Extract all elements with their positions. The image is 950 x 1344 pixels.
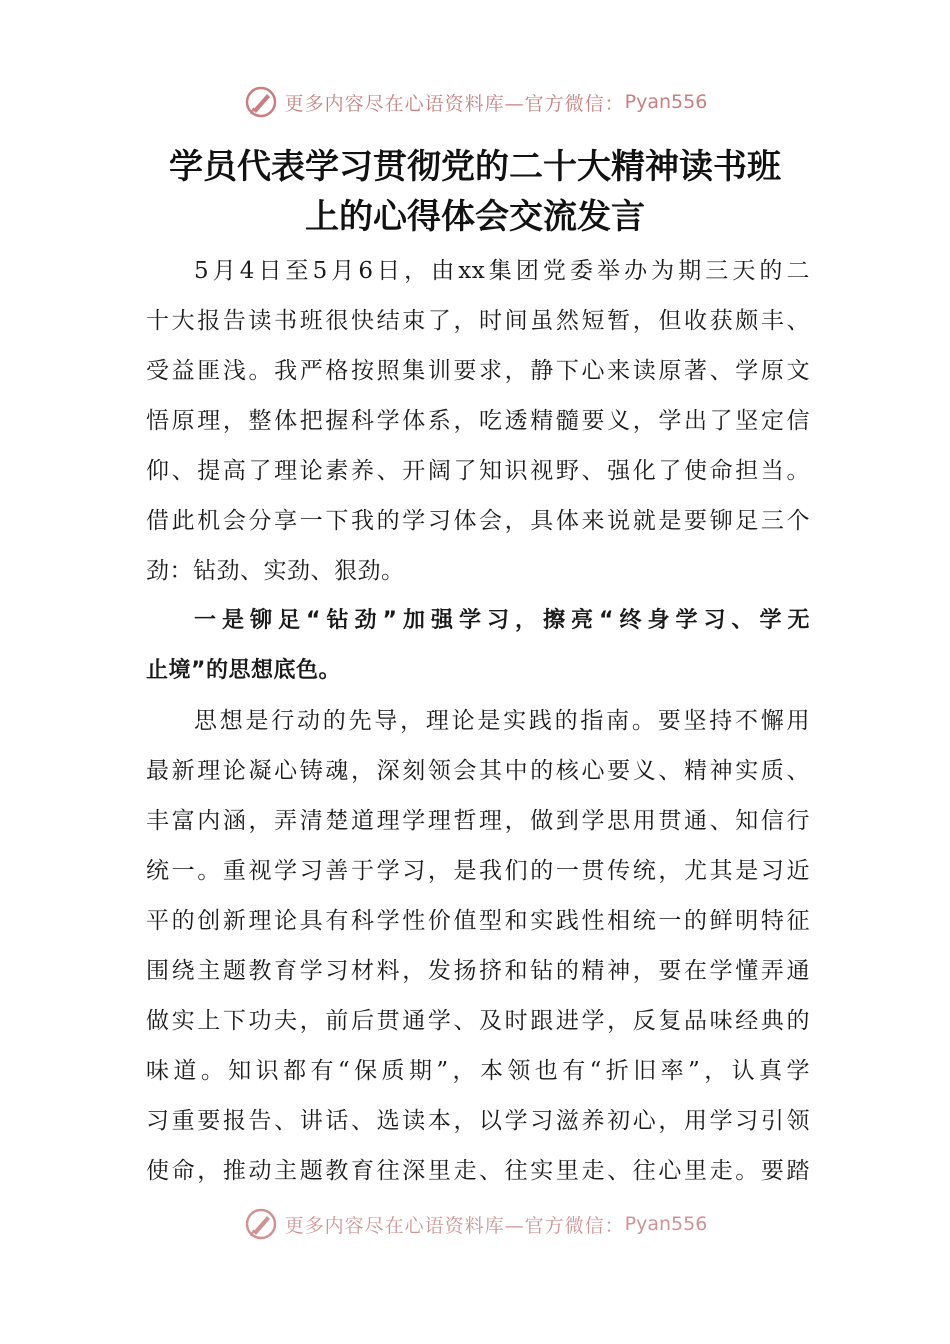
watermark-text: 更多内容尽在心语资料库—官方微信： — [284, 1214, 625, 1237]
body-line: 习重要报告、讲话、选读本，以学习滋养初心，用学习引领 — [146, 1108, 810, 1134]
body-line: 统一。重视学习善于学习，是我们的一贯传统，尤其是习近 — [146, 858, 810, 884]
body-line: 味道。知识都有“保质期”，本领也有“折旧率”，认真学 — [146, 1058, 810, 1084]
section-heading-line: 止境”的思想底色。 — [146, 658, 341, 683]
watermark-header — [0, 82, 950, 122]
watermark-wechat-id: Pyan556 — [624, 1213, 708, 1235]
body-line: 十大报告读书班很快结束了，时间虽然短暂，但收获颇丰、 — [146, 308, 810, 334]
document-title-line-2: 上的心得体会交流发言 — [305, 197, 645, 237]
document-body — [146, 246, 810, 1196]
body-line: 使命，推动主题教育往深里走、往实里走、往心里走。要踏 — [146, 1158, 810, 1184]
section-heading-line: 一是铆足“钻劲”加强学习，擦亮“终身学习、学无 — [194, 608, 810, 633]
pen-logo-icon — [243, 1206, 279, 1242]
body-line: 做实上下功夫，前后贯通学、及时跟进学，反复品味经典的 — [146, 1008, 810, 1034]
body-line: 最新理论凝心铸魂，深刻领会其中的核心要义、精神实质、 — [146, 758, 810, 784]
pen-logo-icon — [243, 84, 279, 120]
body-line: 思想是行动的先导，理论是实践的指南。要坚持不懈用 — [194, 708, 810, 734]
document-title-line-1: 学员代表学习贯彻党的二十大精神读书班 — [169, 147, 781, 187]
body-line: 受益匪浅。我严格按照集训要求，静下心来读原著、学原文 — [146, 358, 810, 384]
body-line: 劲：钻劲、实劲、狠劲。 — [146, 558, 405, 584]
body-line: 围绕主题教育学习材料，发扬挤和钻的精神，要在学懂弄通 — [146, 958, 810, 984]
body-line: 丰富内涵，弄清楚道理学理哲理，做到学思用贯通、知信行 — [146, 808, 810, 834]
body-line: 悟原理，整体把握科学体系，吃透精髓要义，学出了坚定信 — [146, 408, 810, 434]
watermark-footer — [0, 1204, 950, 1244]
watermark-wechat-id: Pyan556 — [624, 91, 708, 113]
body-line: 平的创新理论具有科学性价值型和实践性相统一的鲜明特征 — [146, 908, 810, 934]
body-line: 借此机会分享一下我的学习体会，具体来说就是要铆足三个 — [146, 508, 810, 534]
watermark-text: 更多内容尽在心语资料库—官方微信： — [284, 92, 625, 115]
body-line: 5月4日至5月6日，由xx集团党委举办为期三天的二 — [194, 258, 810, 284]
body-line: 仰、提高了理论素养、开阔了知识视野、强化了使命担当。 — [146, 458, 810, 484]
